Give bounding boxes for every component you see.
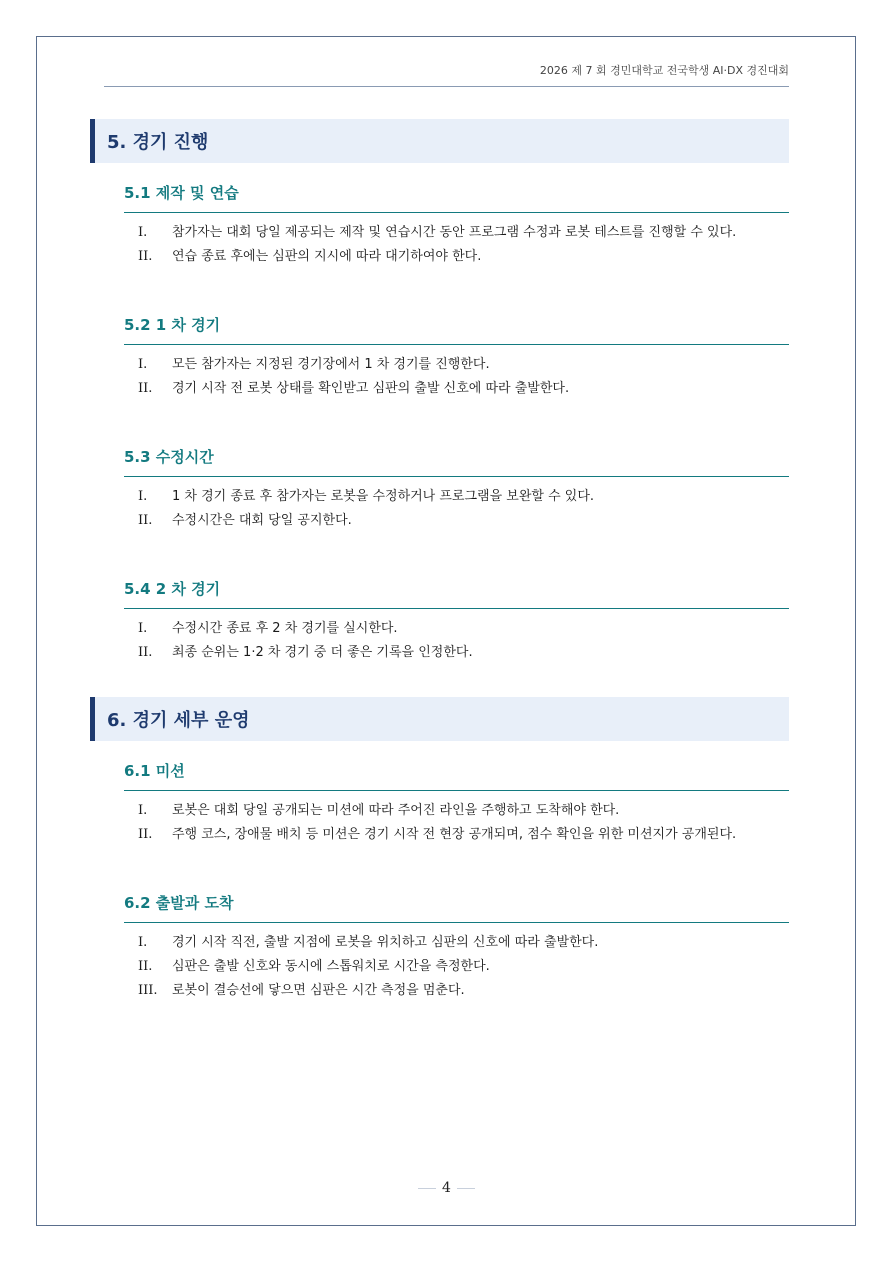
item-number: I. xyxy=(138,225,148,240)
list-item xyxy=(124,931,789,955)
item-text: 모든 참가자는 지정된 경기장에서 1 차 경기를 진행한다. xyxy=(172,357,490,372)
subsection xyxy=(124,311,789,401)
item-number: II. xyxy=(138,381,153,396)
page-footer xyxy=(0,1180,893,1196)
list-item xyxy=(124,353,789,377)
item-number: II. xyxy=(138,827,153,842)
item-number: II. xyxy=(138,249,153,264)
list-item xyxy=(124,617,789,641)
section-title: 6. 경기 세부 운영 xyxy=(107,710,250,731)
list-item xyxy=(124,485,789,509)
item-text: 최종 순위는 1·2 차 경기 중 더 좋은 기록을 인정한다. xyxy=(172,645,473,660)
item-text: 경기 시작 전 로봇 상태를 확인받고 심판의 출발 신호에 따라 출발한다. xyxy=(172,381,570,396)
item-text: 수정시간은 대회 당일 공지한다. xyxy=(172,513,352,528)
page-content xyxy=(90,119,789,1003)
subsection xyxy=(124,179,789,269)
section-heading xyxy=(90,119,789,163)
item-number: II. xyxy=(138,959,153,974)
list-item xyxy=(124,377,789,401)
item-text: 경기 시작 직전, 출발 지점에 로봇을 위치하고 심판의 신호에 따라 출발한다. xyxy=(172,935,599,950)
item-text: 로봇이 결승선에 닿으면 심판은 시간 측정을 멈춘다. xyxy=(172,983,465,998)
item-number: I. xyxy=(138,489,148,504)
item-text: 수정시간 종료 후 2 차 경기를 실시한다. xyxy=(172,621,398,636)
page-number: 4 xyxy=(442,1180,451,1196)
item-list xyxy=(124,799,789,847)
subsection xyxy=(124,757,789,847)
item-number: I. xyxy=(138,935,148,950)
list-item xyxy=(124,955,789,979)
item-number: I. xyxy=(138,357,148,372)
subsection xyxy=(124,443,789,533)
item-number: II. xyxy=(138,645,153,660)
footer-rule-left xyxy=(418,1188,436,1189)
section-title: 5. 경기 진행 xyxy=(107,132,209,153)
item-number: II. xyxy=(138,513,153,528)
subsection-heading: 5.1 제작 및 연습 xyxy=(124,179,789,213)
footer-rule-right xyxy=(457,1188,475,1189)
list-item xyxy=(124,823,789,847)
item-number: I. xyxy=(138,803,148,818)
item-number: I. xyxy=(138,621,148,636)
page-header xyxy=(104,62,789,87)
list-item xyxy=(124,221,789,245)
subsection-heading: 5.2 1 차 경기 xyxy=(124,311,789,345)
list-item xyxy=(124,799,789,823)
subsection-heading: 5.3 수정시간 xyxy=(124,443,789,477)
item-text: 주행 코스, 장애물 배치 등 미션은 경기 시작 전 현장 공개되며, 점수 확인을 위한 미션지가 공개된다. xyxy=(172,827,737,842)
section-heading xyxy=(90,697,789,741)
list-item xyxy=(124,641,789,665)
subsection xyxy=(124,889,789,1003)
subsection-heading: 6.2 출발과 도착 xyxy=(124,889,789,923)
item-text: 1 차 경기 종료 후 참가자는 로봇을 수정하거나 프로그램을 보완할 수 있다. xyxy=(172,489,595,504)
item-text: 심판은 출발 신호와 동시에 스톱워치로 시간을 측정한다. xyxy=(172,959,490,974)
list-item xyxy=(124,245,789,269)
subsection-heading: 6.1 미션 xyxy=(124,757,789,791)
subsection xyxy=(124,575,789,665)
list-item xyxy=(124,509,789,533)
item-text: 로봇은 대회 당일 공개되는 미션에 따라 주어진 라인을 주행하고 도착해야 한다. xyxy=(172,803,620,818)
list-item xyxy=(124,979,789,1003)
item-list xyxy=(124,931,789,1003)
header-title: 2026 제 7 회 경민대학교 전국학생 AI·DX 경진대회 xyxy=(539,64,789,77)
item-number: III. xyxy=(138,983,158,998)
item-list xyxy=(124,617,789,665)
item-list xyxy=(124,485,789,533)
item-text: 연습 종료 후에는 심판의 지시에 따라 대기하여야 한다. xyxy=(172,249,482,264)
item-text: 참가자는 대회 당일 제공되는 제작 및 연습시간 동안 프로그램 수정과 로봇 테스트를 진행할 수 있다. xyxy=(172,225,737,240)
subsection-heading: 5.4 2 차 경기 xyxy=(124,575,789,609)
item-list xyxy=(124,353,789,401)
item-list xyxy=(124,221,789,269)
